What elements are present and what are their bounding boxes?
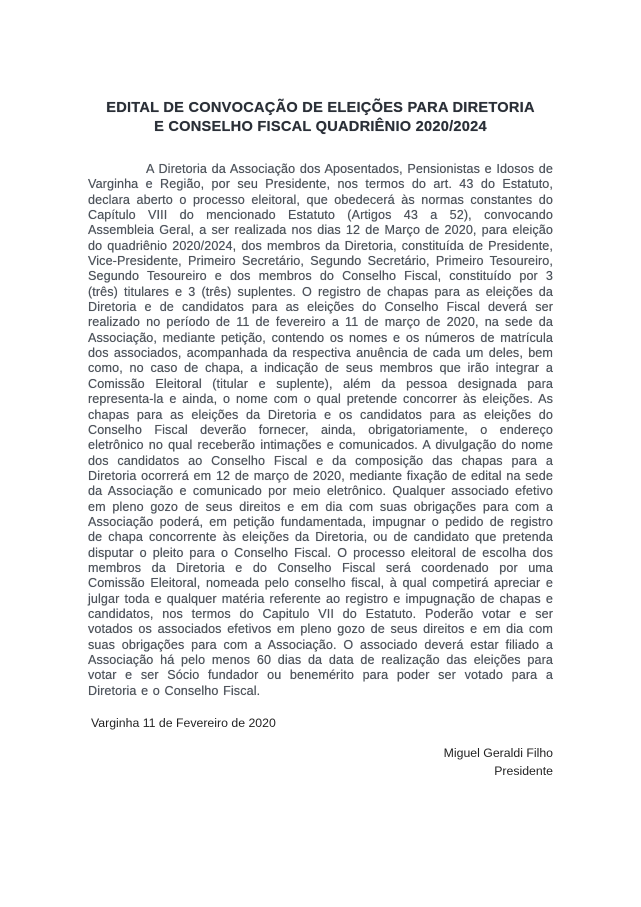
document-body-paragraph: A Diretoria da Associação dos Aposentados, Pensionistas e Idosos de Varginha e Região, por seu Presidente, nos termos do art. 43 do Estatuto, declara aberto o processo eleitoral, que obedecerá às normas constantes do Capítulo VIII do mencionado Estatuto (Artigos 43 a 52), convocando Assembleia Geral, a ser realizada nos dias 12 de Março de 2020, para eleição do quadriênio 2020/2024, dos membros da Diretoria, constituída de Presidente, Vice-Presidente, Primeiro Secretário, Segundo Secretário, Primeiro Tesoureiro, Segundo Tesoureiro e dos membros do Conselho Fiscal, constituído por 3 (três) titulares e 3 (três) suplentes. O registro de chapas para as eleições da Diretoria e de candidatos para as eleições do Conselho Fiscal deverá ser realizado no período de 11 de fevereiro a 11 de março de 2020, na sede da Associação, mediante petição, contendo os nomes e os números de matrícula dos associados, acompanhada da respectiva anuência de cada um deles, bem como, no caso de chapa, a indicação de seus membros que irão integrar a Comissão Eleitoral (titular e suplente), além da pessoa designada para representa-la e ainda, o nome com o qual pretende concorrer às eleições. As chapas para as eleições da Diretoria e os candidatos para as eleições do Conselho Fiscal deverão fornecer, ainda, obrigatoriamente, o endereço eletrônico no qual receberão intimações e comunicados. A divulgação do nome dos candidatos ao Conselho Fiscal e da composição das chapas para a Diretoria ocorrerá em 12 de março de 2020, mediante fixação de edital na sede da Associação e comunicado por meio eletrônico. Qualquer associado efetivo em pleno gozo de seus direitos e em dia com suas obrigações para com a Associação poderá, em petição fundamentada, impugnar o pedido de registro de chapa concorrente às eleições da Diretoria, ou de candidato que pretenda disputar o pleito para o Conselho Fiscal. O processo eleitoral de escolha dos membros da Diretoria e do Conselho Fiscal será coordenado por uma Comissão Eleitoral, nomeada pelo conselho fiscal, à qual competirá apreciar e julgar toda e qualquer matéria referente ao registro e impugnação de chapas e candidatos, nos termos do Capitulo VII do Estatuto. Poderão votar e ser votados os associados efetivos em pleno gozo de seus direitos e em dia com suas obrigações para com a Associação. O associado deverá estar filiado a Associação há pelo menos 60 dias da data de realização das eleições para votar e ser Sócio fundador ou benemérito para poder ser votado para a Diretoria e o Conselho Fiscal. <box>88 162 553 698</box>
signature-block <box>444 745 553 780</box>
signature-role: Presidente <box>494 763 553 778</box>
document-title-line1: EDITAL DE CONVOCAÇÃO DE ELEIÇÕES PARA DIRETORIA <box>106 100 535 116</box>
document-title <box>0 99 641 137</box>
document-date-line: Varginha 11 de Fevereiro de 2020 <box>91 716 276 730</box>
signature-name: Miguel Geraldi Filho <box>443 746 553 760</box>
document-title-line2: E CONSELHO FISCAL QUADRIÊNIO 2020/2024 <box>154 119 487 136</box>
